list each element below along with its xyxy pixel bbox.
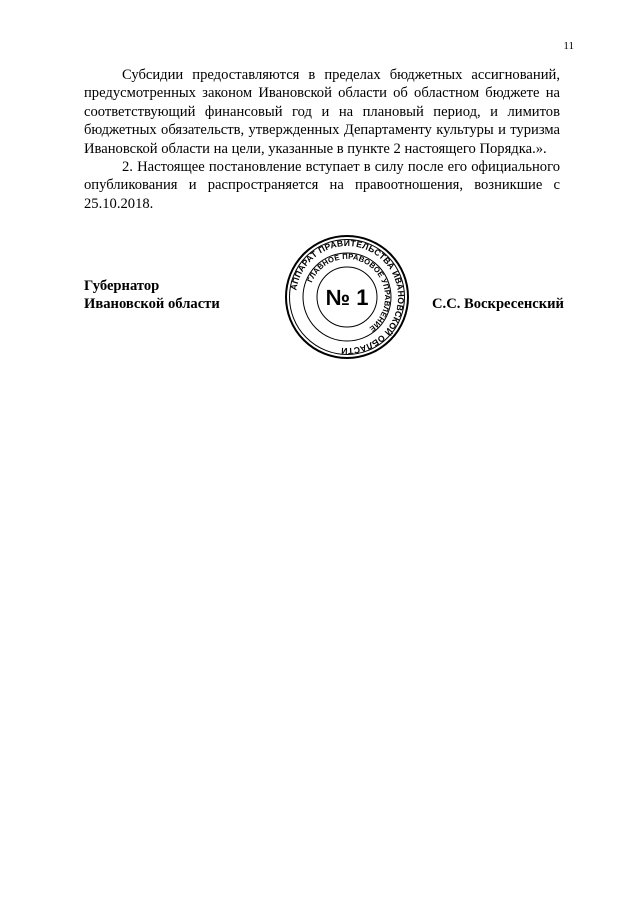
signer-title-line2: Ивановской области — [84, 296, 220, 313]
seal-inner-text: ГЛАВНОЕ ПРАВОВОЕ УПРАВЛЕНИЕ — [305, 251, 393, 334]
paragraph-subsidies: Субсидии предоставляются в пределах бюджетных ассигнований, предусмотренных законом Ивановской области об областном бюджете на соответствующий финансовый год и на плановый период, и лимитов бюджетных обязательств, утвержденных Департаменту культуры и туризма Ивановской области на цели, указанные в пункте 2 настоящего Порядка.». — [84, 67, 560, 157]
signer-title-line1: Губернатор — [84, 278, 160, 294]
signer-name: С.С. Воскресенский — [432, 296, 564, 312]
document-body — [84, 66, 560, 213]
official-seal — [284, 234, 410, 360]
page-number: 11 — [563, 40, 574, 52]
seal-outer-text: АППАРАТ ПРАВИТЕЛЬСТВА ИВАНОВСКОЙ ОБЛАСТИ — [288, 237, 407, 357]
seal-number: № 1 — [325, 285, 369, 310]
signer-title — [84, 277, 220, 314]
paragraph-effective-date: 2. Настоящее постановление вступает в силу после его официального опубликования и распространяется на правоотношения, возникшие с 25.10.2018. — [84, 159, 560, 212]
